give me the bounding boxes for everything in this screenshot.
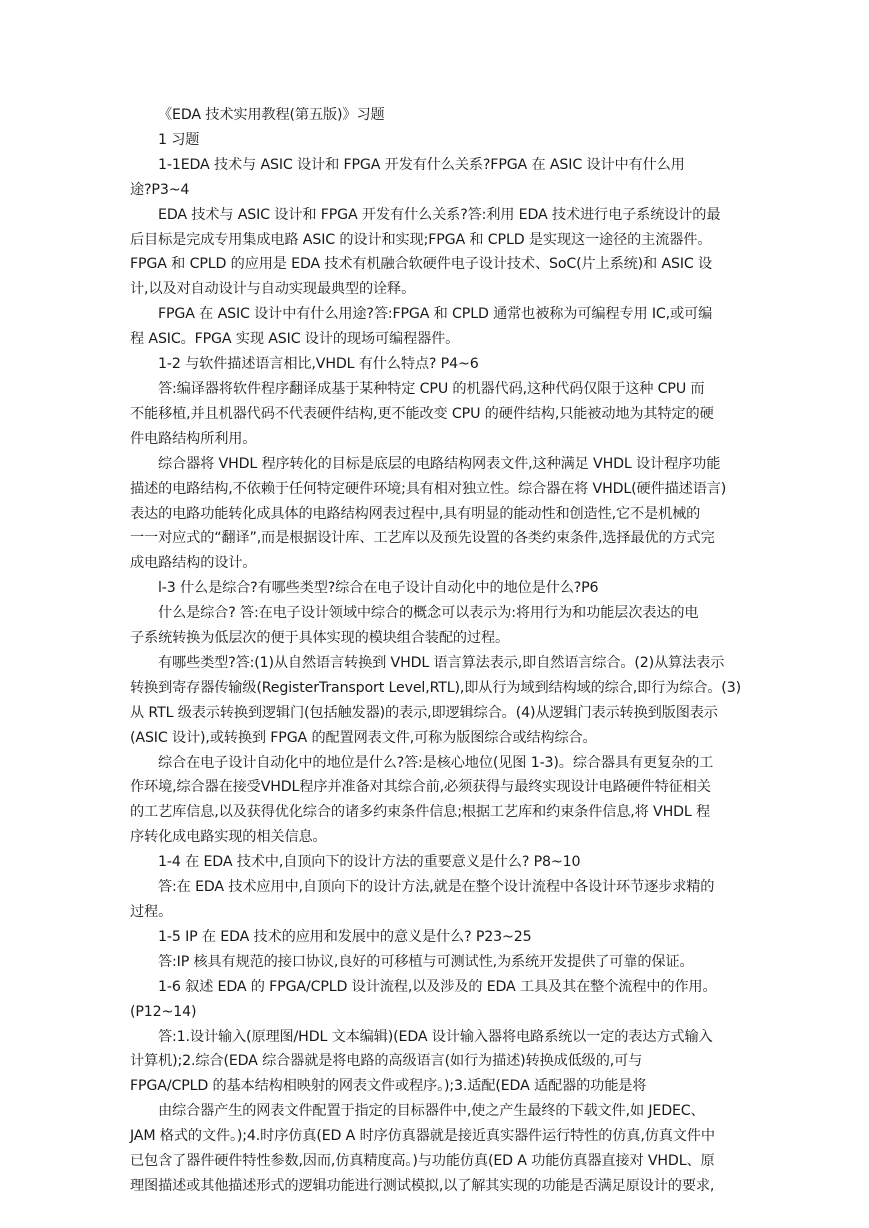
- text-line: 综合器将 VHDL 程序转化的目标是底层的电路结构网表文件,这种满足 VHDL 设计程序功能: [158, 455, 721, 472]
- text-line: 答:IP 核具有规范的接口协议,良好的可移植与可测试性,为系统开发提供了可靠的保证。: [158, 953, 694, 970]
- text-line: 答:编译器将软件程序翻译成基于某种特定 CPU 的机器代码,这种代码仅限于这种 CPU 而: [158, 380, 705, 397]
- text-line: 理图描述或其他描述形式的逻辑功能进行测试模拟,以了解其实现的功能是否满足原设计的要求,: [130, 1177, 715, 1194]
- text-line: 1-5 IP 在 EDA 技术的应用和发展中的意义是什么? P23~25: [158, 928, 532, 945]
- text-line: 1-4 在 EDA 技术中,自顶向下的设计方法的重要意义是什么? P8~10: [158, 854, 581, 871]
- text-line: 描述的电路结构,不依赖于任何特定硬件环境;具有相对独立性。综合器在将 VHDL(硬件描述语言): [130, 480, 727, 497]
- text-line: 从 RTL 级表示转换到逻辑门(包括触发器)的表示,即逻辑综合。(4)从逻辑门表示转换到版图表示: [130, 704, 718, 721]
- text-line: 转换到寄存器传输级(RegisterTransport Level,RTL),即从行为域到结构域的综合,即行为综合。(3): [130, 679, 741, 696]
- text-line: 程 ASIC。FPGA 实现 ASIC 设计的现场可编程器件。: [130, 331, 460, 348]
- text-line: FPGA 在 ASIC 设计中有什么用途?答:FPGA 和 CPLD 通常也被称为可编程专用 IC,或可编: [158, 306, 713, 323]
- text-line: 有哪些类型?答:(1)从自然语言转换到 VHDL 语言算法表示,即自然语言综合。(2)从算法表示: [158, 654, 725, 671]
- text-line: 1-2 与软件描述语言相比,VHDL 有什么特点? P4~6: [158, 356, 479, 373]
- text-line: 后目标是完成专用集成电路 ASIC 的设计和实现;FPGA 和 CPLD 是实现这一途径的主流器件。: [130, 231, 712, 248]
- text-line: FPGA/CPLD 的基本结构相映射的网表文件或程序。);3.适配(EDA 适配器的功能是将: [130, 1078, 647, 1095]
- text-line: l-3 什么是综合?有哪些类型?综合在电子设计自动化中的地位是什么?P6: [158, 580, 599, 597]
- text-line: 途?P3~4: [130, 181, 190, 198]
- text-line: 过程。: [130, 904, 173, 920]
- text-line: 已包含了器件硬件特性参数,因而,仿真精度高。)与功能仿真(ED A 功能仿真器直接对 VHDL、原: [130, 1153, 715, 1170]
- text-line: 的工艺库信息,以及获得优化综合的诸多约束条件信息;根据工艺库和约束条件信息,将 VHDL 程: [130, 804, 711, 821]
- text-line: 综合在电子设计自动化中的地位是什么?答:是核心地位(见图 1-3)。综合器具有更复杂的工: [158, 754, 714, 771]
- text-line: 答:1.设计输入(原理图/HDL 文本编辑)(EDA 设计输入器将电路系统以一定的表达方式输入: [158, 1028, 713, 1045]
- text-line: JAM 格式的文件。);4.时序仿真(ED A 时序仿真器就是接近真实器件运行特性的仿真,仿真文件中: [130, 1128, 715, 1145]
- text-line: 计算机);2.综合(EDA 综合器就是将电路的高级语言(如行为描述)转换成低级的,可与: [130, 1053, 643, 1070]
- text-line: 由综合器产生的网表文件配置于指定的目标器件中,使之产生最终的下载文件,如 JEDEC、: [158, 1103, 705, 1120]
- text-line: 《EDA 技术实用教程(第五版)》习题: [158, 107, 385, 123]
- text-line: 一一对应式的“翻译”,而是根据设计库、工艺库以及预先设置的各类约束条件,选择最优的方式完: [130, 530, 715, 547]
- text-line: 1-1EDA 技术与 ASIC 设计和 FPGA 开发有什么关系?FPGA 在 ASIC 设计中有什么用: [158, 156, 685, 173]
- text-line: 成电路结构的设计。: [130, 555, 257, 572]
- text-line: 子系统转换为低层次的便于具体实现的模块组合装配的过程。: [130, 630, 510, 647]
- text-line: 作环境,综合器在接受VHDL程序并准备对其综合前,必须获得与最终实现设计电路硬件特征相关: [130, 779, 711, 796]
- text-line: 不能移植,并且机器代码不代表硬件结构,更不能改变 CPU 的硬件结构,只能被动地为其特定的硬: [130, 405, 714, 422]
- document-page: [130, 103, 740, 1199]
- text-line: (ASIC 设计),或转换到 FPGA 的配置网表文件,可称为版图综合或结构综合。: [130, 729, 597, 746]
- text-line: 表达的电路功能转化成具体的电路结构网表过程中,具有明显的能动性和创造性,它不是机械的: [130, 505, 701, 522]
- text-line: 什么是综合? 答:在电子设计领域中综合的概念可以表示为:将用行为和功能层次表达的电: [158, 605, 699, 622]
- text-line: (P12~14): [130, 1003, 197, 1020]
- text-line: FPGA 和 CPLD 的应用是 EDA 技术有机融合软硬件电子设计技术、SoC(片上系统)和 ASIC 设: [130, 256, 713, 273]
- text-line: 计,以及对自动设计与自动实现最典型的诠释。: [130, 281, 416, 298]
- text-line: 1-6 叙述 EDA 的 FPGA/CPLD 设计流程,以及涉及的 EDA 工具及其在整个流程中的作用。: [158, 978, 717, 995]
- text-line: 答:在 EDA 技术应用中,自顶向下的设计方法,就是在整个设计流程中各设计环节逐步求精的: [158, 879, 715, 896]
- text-line: EDA 技术与 ASIC 设计和 FPGA 开发有什么关系?答:利用 EDA 技术进行电子系统设计的最: [158, 206, 721, 223]
- text-line: 1 习题: [158, 131, 200, 148]
- text-line: 件电路结构所利用。: [130, 430, 257, 447]
- text-line: 序转化成电路实现的相关信息。: [130, 829, 327, 846]
